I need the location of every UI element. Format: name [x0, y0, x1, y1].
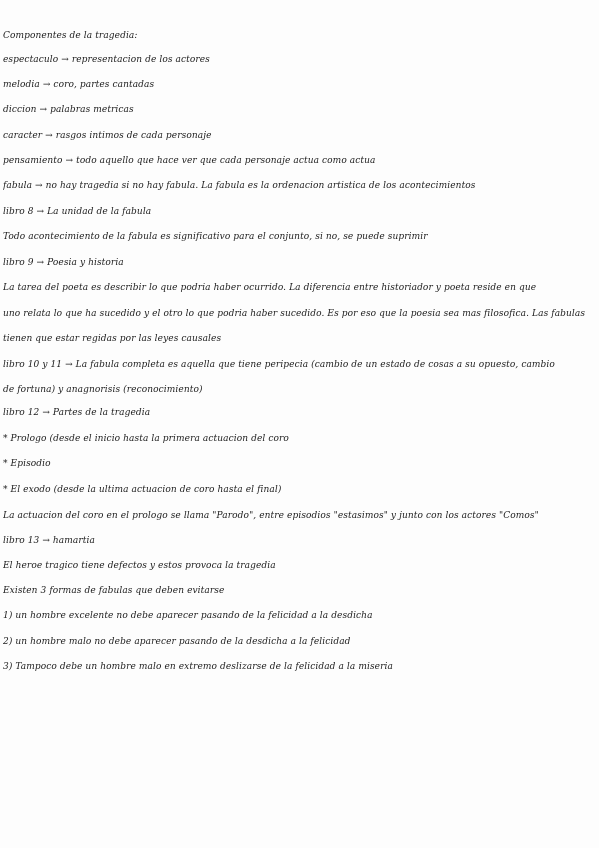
note-line-relata: uno relata lo que ha sucedido y el otro lo que podria haber sucedido. Es por eso que la poesia sea mas filosofica. Las fabulas [3, 309, 586, 319]
note-line-tres-formas: Existen 3 formas de fabulas que deben evitarse [3, 586, 225, 596]
note-line-libro-10-11: libro 10 y 11 → La fabula completa es aquella que tiene peripecia (cambio de un estado de cosas a su opuesto, cambio [3, 360, 555, 370]
note-line-libro-13: libro 13 → hamartia [3, 536, 95, 546]
note-line-acontecimiento: Todo acontecimiento de la fabula es significativo para el conjunto, si no, se puede suprimir [3, 232, 428, 242]
note-line-actuacion-coro: La actuacion del coro en el prologo se llama "Parodo", entre episodios "estasimos" y junto con los actores "Comos" [3, 511, 539, 521]
note-line-pensamiento: pensamiento → todo aquello que hace ver que cada personaje actua como actua [3, 156, 376, 166]
note-line-prologo: * Prologo (desde el inicio hasta la primera actuacion del coro [3, 434, 289, 444]
note-line-melodia: melodia → coro, partes cantadas [3, 80, 155, 90]
note-line-heroe-tragico: El heroe tragico tiene defectos y estos provoca la tragedia [3, 561, 276, 571]
note-line-tarea-poeta: La tarea del poeta es describir lo que podria haber ocurrido. La diferencia entre historiador y poeta reside en que [3, 283, 537, 293]
note-line-forma-3: 3) Tampoco debe un hombre malo en extremo deslizarse de la felicidad a la miseria [3, 662, 393, 672]
note-line-libro-8: libro 8 → La unidad de la fabula [3, 207, 152, 217]
note-line-libro-9: libro 9 → Poesia y historia [3, 258, 124, 268]
heading-components: Componentes de la tragedia: [3, 31, 138, 41]
note-line-fortuna: de fortuna) y anagnorisis (reconocimiento) [3, 385, 203, 395]
note-line-fabula: fabula → no hay tragedia si no hay fabula. La fabula es la ordenacion artistica de los acontecimientos [3, 181, 476, 191]
note-line-exodo: * El exodo (desde la ultima actuacion de coro hasta el final) [3, 485, 282, 495]
note-line-episodio: * Episodio [3, 459, 51, 469]
note-line-libro-12: libro 12 → Partes de la tragedia [3, 408, 151, 418]
note-line-espectaculo: espectaculo → representacion de los actores [3, 55, 210, 65]
note-line-forma-1: 1) un hombre excelente no debe aparecer pasando de la felicidad a la desdicha [3, 611, 373, 621]
note-line-caracter: caracter → rasgos intimos de cada personaje [3, 131, 212, 141]
note-line-forma-2: 2) un hombre malo no debe aparecer pasando de la desdicha a la felicidad [3, 637, 351, 647]
note-line-leyes-causales: tienen que estar regidas por las leyes causales [3, 334, 222, 344]
note-line-diccion: diccion → palabras metricas [3, 105, 134, 115]
